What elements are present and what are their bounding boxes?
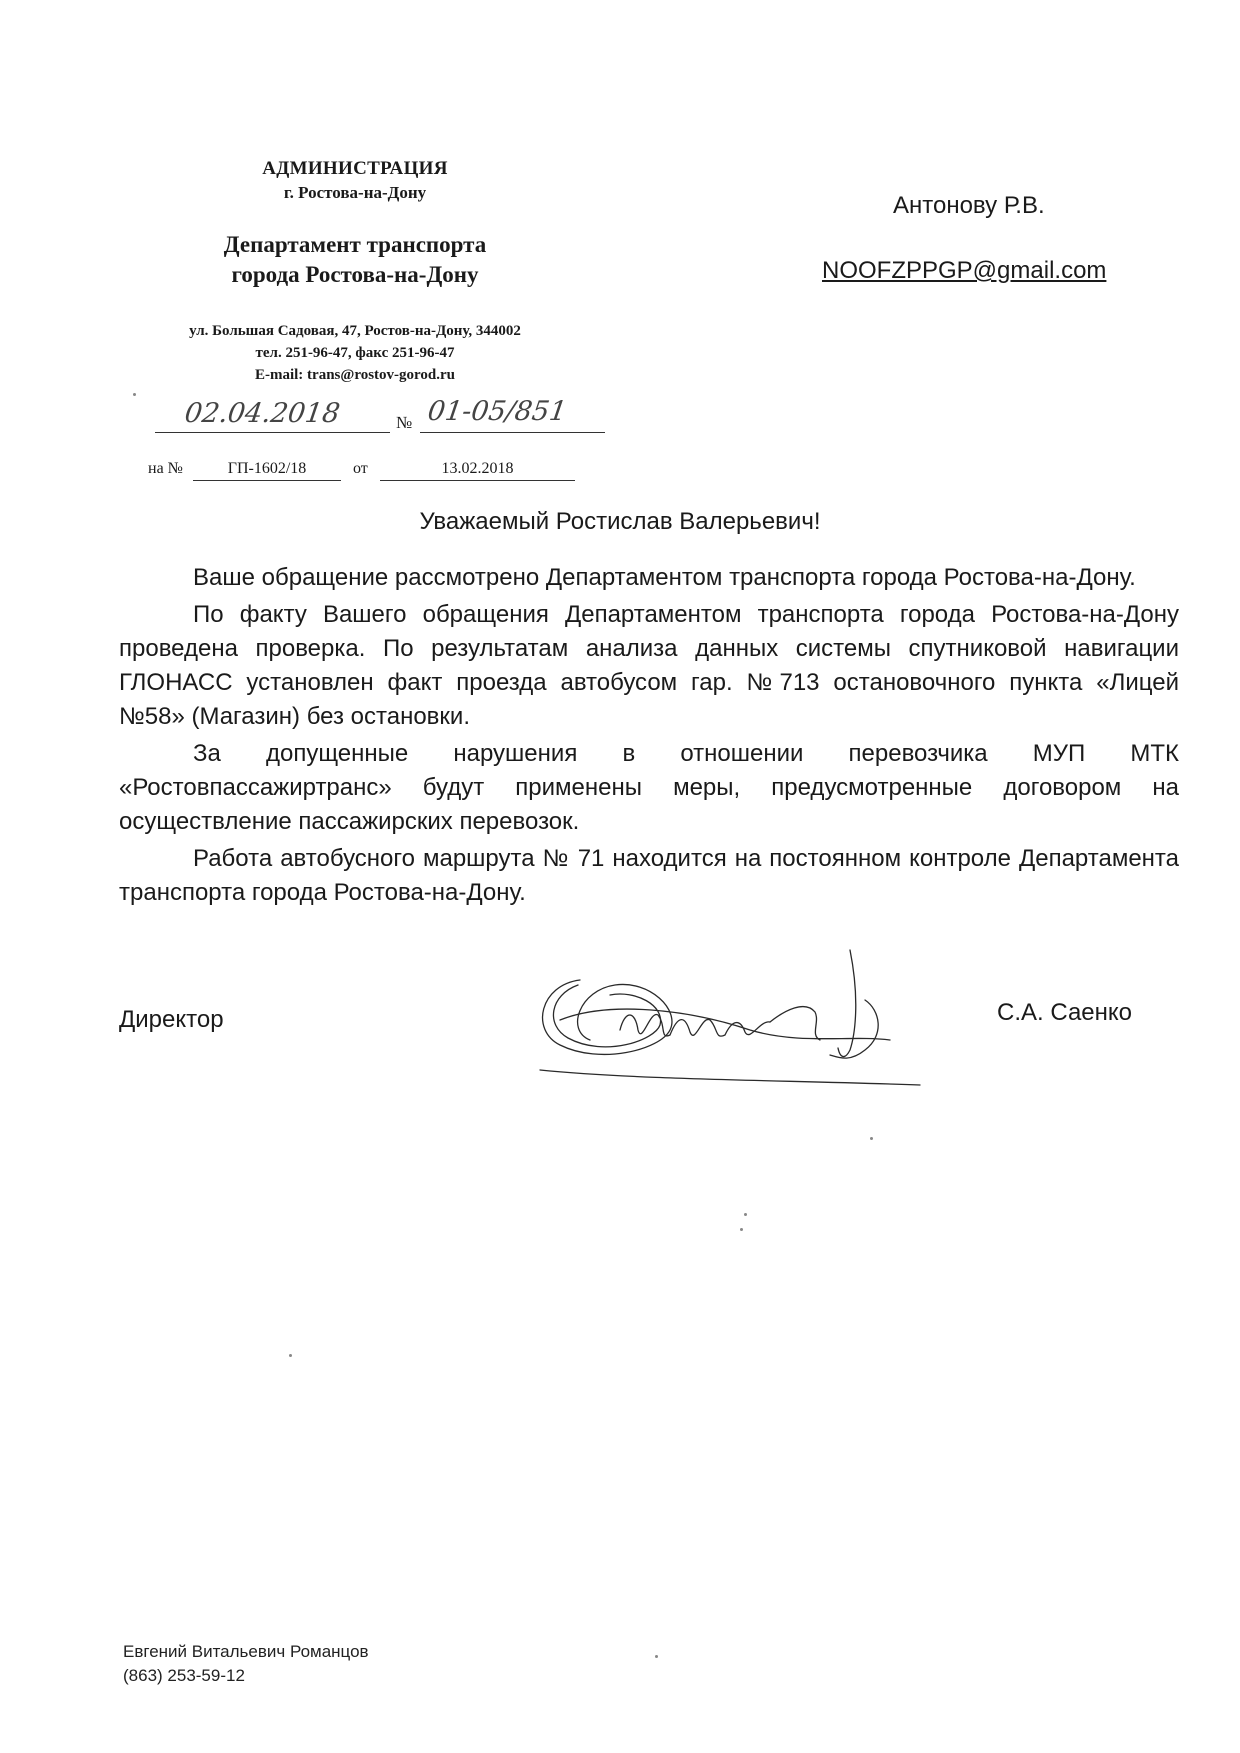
- reference-from-label: от: [353, 460, 368, 477]
- scan-speck: [740, 1228, 743, 1231]
- letterhead-email: E-mail: trans@rostov-gorod.ru: [254, 367, 456, 383]
- signatory-name: С.А. Саенко: [997, 999, 1133, 1026]
- recipient-name: Антонову Р.В.: [893, 192, 1045, 219]
- scan-speck: [655, 1655, 658, 1658]
- paragraph: По факту Вашего обращения Департаментом транспорта города Ростова-на-Дону проведена проверка. По результатам анализа данных системы спутниковой навигации ГЛОНАСС установлен факт проезда автобусом гар. №713 остановочного пункта «Лицей №58» (Магазин) без остановки.: [119, 601, 1179, 730]
- letterhead-city: г. Ростова-на-Дону: [283, 183, 427, 202]
- paragraph: Ваше обращение рассмотрено Департаментом транспорта города Ростова-на-Дону.: [193, 564, 1136, 591]
- executor-name: Евгений Витальевич Романцов: [123, 1642, 369, 1661]
- scan-speck: [870, 1137, 873, 1140]
- recipient-email: NOOFZPPGP@gmail.com: [822, 257, 1107, 284]
- executor-phone: (863) 253-59-12: [123, 1666, 245, 1685]
- salutation: Уважаемый Ростислав Валерьевич!: [419, 508, 821, 535]
- reference-number: ГП-1602/18: [193, 460, 341, 481]
- registration-date: 02.04.2018: [182, 398, 342, 429]
- letter-body: [119, 561, 1179, 913]
- signatory-position: Директор: [119, 1006, 224, 1033]
- letterhead-phones: тел. 251-96-47, факс 251-96-47: [255, 345, 455, 361]
- scan-speck: [133, 393, 136, 396]
- letterhead-org: АДМИНИСТРАЦИЯ: [262, 158, 448, 179]
- registration-number-sign: №: [396, 413, 413, 432]
- executor-block: [123, 1640, 369, 1688]
- reference-prefix: на №: [148, 460, 183, 477]
- paragraph: Работа автобусного маршрута № 71 находится на постоянном контроле Департамента транспорта города Ростова-на-Дону.: [119, 845, 1179, 906]
- letterhead-contacts: [130, 320, 580, 386]
- letterhead-department-line2: города Ростова-на-Дону: [231, 262, 479, 287]
- reference-date: 13.02.2018: [380, 460, 575, 481]
- scan-speck: [744, 1213, 747, 1216]
- letterhead-address: ул. Большая Садовая, 47, Ростов-на-Дону, 344002: [189, 323, 521, 339]
- scan-speck: [289, 1354, 292, 1357]
- letterhead-department-line1: Департамент транспорта: [223, 232, 487, 257]
- handwritten-signature: [520, 940, 960, 1090]
- registration-number: 01-05/851: [425, 396, 569, 427]
- paragraph: За допущенные нарушения в отношении перевозчика МУП МТК «Ростовпассажиртранс» будут применены меры, предусмотренные договором на осуществление пассажирских перевозок.: [119, 740, 1179, 835]
